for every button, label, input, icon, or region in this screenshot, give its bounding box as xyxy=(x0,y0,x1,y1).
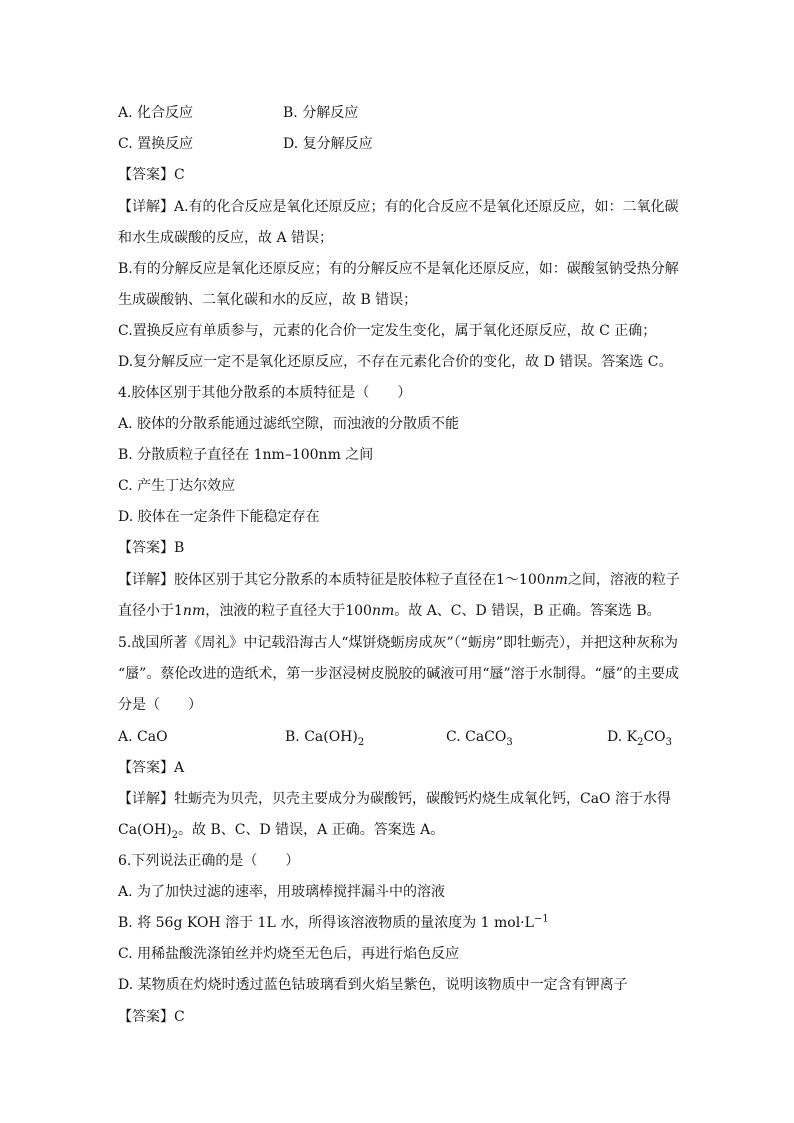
q5-option-d xyxy=(607,728,672,746)
q4-explain-text: 直径小于 xyxy=(118,603,174,619)
q4-explain-unit: nm xyxy=(371,603,395,619)
q6-stem: 6.下列说法正确的是（ ） xyxy=(118,853,300,869)
q4-explain-text: 【详解】胶体区别于其它分散系的本质特征是胶体粒子直径在 xyxy=(118,572,496,588)
q5-answer: 【答案】A xyxy=(118,760,185,776)
q6-option-b-superscript: −1 xyxy=(533,913,549,925)
q4-explain-text: 之间，溶液的粒子 xyxy=(567,572,680,588)
q5-explain-text: Ca(OH) xyxy=(118,822,172,838)
q3-explain-line: B.有的分解反应是氧化还原反应；有的分解反应不是氧化还原反应，如：碳酸氢钠受热分解 xyxy=(118,261,679,277)
q6-option-d: D. 某物质在灼烧时透过蓝色钴玻璃看到火焰呈紫色，说明该物质中一定含有钾离子 xyxy=(118,977,628,993)
q3-answer: 【答案】C xyxy=(118,167,185,183)
q5-option-d-subscript: 2 xyxy=(637,736,644,748)
q3-explain-line: C.置换反应有单质参与，元素的化合价一定发生变化，属于氧化还原反应，故 C 正确； xyxy=(118,323,657,339)
q5-stem-line: “蜃”。蔡伦改进的造纸术，第一步沤浸树皮脱胶的碱液可用“蜃”溶于水制得。“蜃”的主要成 xyxy=(118,666,679,682)
q5-option-d-text: CO xyxy=(643,729,666,745)
q6-answer: 【答案】C xyxy=(118,1009,185,1025)
q3-explain-line: D.复分解反应一定不是氧化还原反应，不存在元素化合价的变化，故 D 错误。答案选 C。 xyxy=(118,354,673,370)
q5-explain-text: 。故 B、C、D 错误，A 正确。答案选 A。 xyxy=(178,822,445,838)
q6-option-c: C. 用稀盐酸洗涤铂丝并灼烧至无色后，再进行焰色反应 xyxy=(118,946,460,962)
q3-explain-line: 生成碳酸钠、二氧化碳和水的反应，故 B 错误； xyxy=(118,292,418,308)
q3-option-c: C. 置换反应 xyxy=(118,136,194,152)
q5-option-b-text: B. Ca(OH) xyxy=(285,729,358,745)
q4-option-b: B. 分散质粒子直径在 1nm–100nm 之间 xyxy=(118,447,374,463)
q4-explain-number: 100 xyxy=(345,603,372,619)
q6-option-a: A. 为了加快过滤的速率，用玻璃棒搅拌漏斗中的溶液 xyxy=(118,884,446,900)
q5-explain-subscript: 2 xyxy=(171,829,179,841)
q3-explain-line: 【详解】A.有的化合反应是氧化还原反应；有的化合反应不是氧化还原反应，如：二氧化碳 xyxy=(118,199,679,215)
q5-option-b-subscript: 2 xyxy=(357,736,365,748)
q5-stem-line: 5.战国所著《周礼》中记载沿海古人“煤饼烧蛎房成灰”（“蛎房”即牡蛎壳），并把这种灰称为 xyxy=(118,635,678,651)
q5-option-c-text: C. CaCO xyxy=(446,729,507,745)
q4-explain-text: 。故 A、C、D 错误，B 正确。答案选 B。 xyxy=(394,603,661,619)
q5-option-b xyxy=(285,728,364,746)
q3-option-a: A. 化合反应 xyxy=(118,105,194,121)
q4-option-c: C. 产生丁达尔效应 xyxy=(118,478,236,494)
q4-explain-line-2 xyxy=(118,602,661,620)
q3-option-d: D. 复分解反应 xyxy=(283,136,373,152)
q4-explain-line-1 xyxy=(118,571,680,589)
q6-option-b xyxy=(118,914,549,932)
q5-option-c-subscript: 3 xyxy=(506,736,513,748)
q5-option-d-text: D. K xyxy=(607,729,638,745)
q4-explain-unit: nm xyxy=(545,572,568,588)
q5-explain-line xyxy=(118,821,444,839)
q4-explain-text: ，浊液的粒子直径大于 xyxy=(205,603,346,619)
q4-explain-range: 1～100 xyxy=(496,572,546,588)
q5-option-d-subscript: 3 xyxy=(665,736,673,748)
q5-option-a: A. CaO xyxy=(118,729,168,745)
q6-option-b-text: B. 将 56g KOH 溶于 1L 水，所得该溶液物质的量浓度为 1 mol·L xyxy=(118,915,534,931)
q4-explain-number: 1 xyxy=(174,603,183,619)
q4-option-d: D. 胶体在一定条件下能稳定存在 xyxy=(118,509,320,525)
q4-stem: 4.胶体区别于其他分散系的本质特征是（ ） xyxy=(118,385,412,401)
q3-option-b: B. 分解反应 xyxy=(283,105,359,121)
q4-explain-unit: nm xyxy=(182,603,206,619)
q5-explain-line: 【详解】牡蛎壳为贝壳，贝壳主要成分为碳酸钙，碳酸钙灼烧生成氧化钙，CaO 溶于水得 xyxy=(118,791,671,807)
q4-answer: 【答案】B xyxy=(118,540,185,556)
q5-stem-line: 分是（ ） xyxy=(118,697,202,713)
q3-explain-line: 和水生成碳酸的反应，故 A 错误； xyxy=(118,230,334,246)
q4-option-a: A. 胶体的分散系能通过滤纸空隙，而浊液的分散质不能 xyxy=(118,416,460,432)
q5-option-c xyxy=(446,728,513,746)
